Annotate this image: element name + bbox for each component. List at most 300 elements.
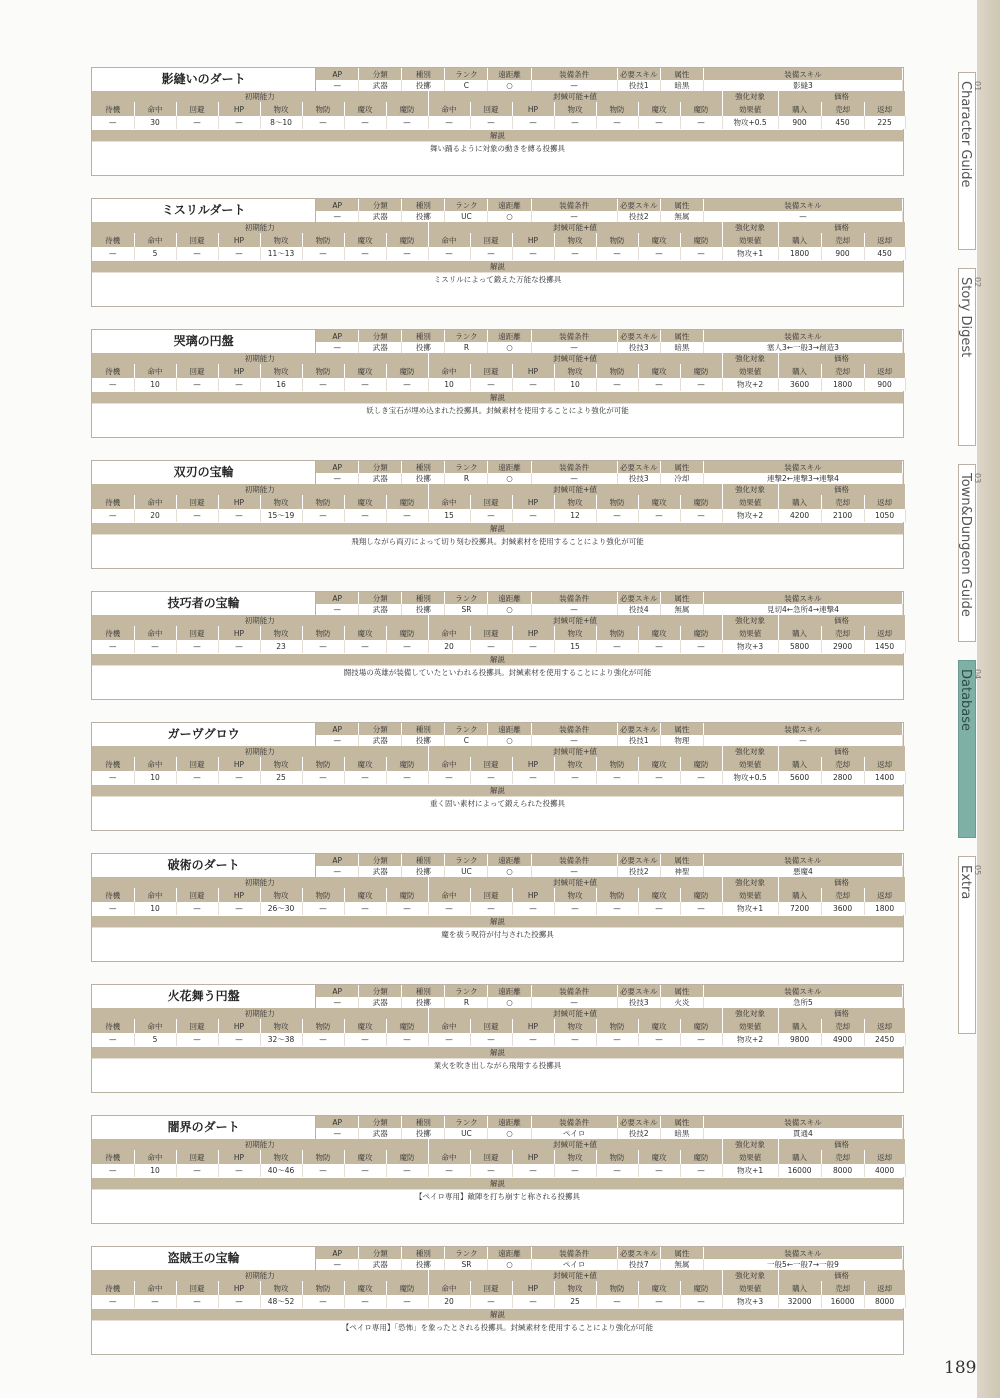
stat-value: — [512, 640, 554, 653]
buy-value: 4200 [778, 509, 821, 522]
stat-header: 物防 [302, 1281, 344, 1295]
category-value: 武器 [359, 1259, 402, 1270]
stat-value: — [176, 640, 218, 653]
item-entry [91, 1246, 904, 1355]
category-value: 武器 [359, 1128, 402, 1139]
stat-header: 回避 [470, 233, 512, 247]
chapter-tab-number: 04 [973, 669, 982, 680]
stat-header: 物攻 [260, 1281, 302, 1295]
type-header: 種別 [402, 985, 445, 997]
stat-value: 10 [134, 902, 176, 915]
item-entry [91, 67, 904, 176]
stat-value: 10 [134, 771, 176, 784]
item-entry [91, 722, 904, 831]
req-skill-header: 必要スキル [617, 1116, 660, 1128]
stat-value: — [512, 1164, 554, 1177]
stat-value: — [302, 247, 344, 260]
stat-value: — [512, 1033, 554, 1046]
stat-value: — [218, 116, 260, 129]
req-skill-header: 必要スキル [617, 199, 660, 211]
stat-header: HP [512, 102, 554, 116]
stat-value: — [596, 116, 638, 129]
return-value: 1450 [864, 640, 905, 653]
stat-header: HP [218, 495, 260, 509]
equip-skill-header: 装備スキル [703, 723, 902, 735]
stat-header: 物攻 [554, 1281, 596, 1295]
item-name: ガーヴグロウ [92, 723, 316, 746]
item-description: 【ペイロ専用】敵陣を打ち崩すと称される投擲具 [92, 1189, 903, 1203]
stat-value: — [344, 509, 386, 522]
req-skill-value: 投技3 [617, 473, 660, 484]
sell-header: 売却 [821, 495, 864, 509]
stat-header: 物防 [596, 233, 638, 247]
stats-table [92, 746, 906, 784]
stat-header: 待機 [92, 1281, 134, 1295]
stat-value: — [596, 771, 638, 784]
initial-header: 初期能力 [92, 615, 428, 626]
attribute-value: 神聖 [660, 866, 703, 877]
item-entry [91, 1115, 904, 1224]
stat-header: 魔防 [386, 888, 428, 902]
stat-value: — [176, 1164, 218, 1177]
stat-header: 命中 [134, 495, 176, 509]
category-value: 武器 [359, 997, 402, 1008]
stat-value: — [176, 378, 218, 391]
sell-value: 3600 [821, 902, 864, 915]
attribute-header: 属性 [660, 330, 703, 342]
stat-value: — [92, 116, 134, 129]
chapter-tab-03[interactable] [958, 464, 982, 642]
stat-header: 待機 [92, 1150, 134, 1164]
equip-cond-header: 装備条件 [531, 985, 617, 997]
stats-table [92, 1008, 906, 1046]
stat-header: 物防 [596, 1150, 638, 1164]
req-skill-value: 投技2 [617, 211, 660, 222]
stat-value: 26～30 [260, 902, 302, 915]
equip-cond-header: 装備条件 [531, 592, 617, 604]
initial-header: 初期能力 [92, 1008, 428, 1019]
rank-header: ランク [445, 1247, 488, 1259]
item-name: 哭璃の円盤 [92, 330, 316, 353]
equip-skill-value: 一般5←一般7→一般9 [703, 1259, 902, 1270]
stat-header: 物攻 [554, 233, 596, 247]
attribute-header: 属性 [660, 592, 703, 604]
req-skill-value: 投技1 [617, 735, 660, 746]
attribute-value: 無属 [660, 211, 703, 222]
stat-value: — [92, 1164, 134, 1177]
stat-value: — [680, 116, 722, 129]
rank-value: UC [445, 1128, 488, 1139]
stat-header: 魔防 [680, 233, 722, 247]
chapter-tab-04[interactable] [958, 660, 982, 838]
category-header: 分類 [359, 723, 402, 735]
stat-header: 命中 [428, 888, 470, 902]
stat-value: — [596, 902, 638, 915]
rank-header: ランク [445, 330, 488, 342]
stat-header: 魔防 [680, 626, 722, 640]
stat-value: 10 [554, 378, 596, 391]
effect-value: 物攻+0.5 [722, 116, 778, 129]
stat-value: — [176, 247, 218, 260]
stat-value: — [638, 1033, 680, 1046]
rank-value: UC [445, 866, 488, 877]
stat-header: 魔防 [386, 1150, 428, 1164]
stat-header: 物攻 [554, 888, 596, 902]
stat-header: 回避 [470, 757, 512, 771]
stat-header: 魔攻 [344, 757, 386, 771]
stat-header: 物防 [302, 888, 344, 902]
description-header: 解説 [92, 261, 903, 272]
stats-table [92, 1139, 906, 1177]
equip-cond-header: 装備条件 [531, 330, 617, 342]
effect-value: 物攻+2 [722, 378, 778, 391]
category-value: 武器 [359, 211, 402, 222]
stat-header: 物攻 [260, 757, 302, 771]
item-description: 舞い踊るように対象の動きを縛る投擲具 [92, 141, 903, 155]
stat-value: — [302, 640, 344, 653]
stat-value: — [638, 902, 680, 915]
enhance-header: 強化対象 [722, 615, 778, 626]
stat-value: — [134, 1295, 176, 1308]
stat-header: 物防 [302, 495, 344, 509]
sell-header: 売却 [821, 1019, 864, 1033]
stat-header: 魔攻 [344, 1281, 386, 1295]
return-header: 返却 [864, 364, 905, 378]
chapter-tab-05[interactable] [958, 856, 982, 1034]
attribute-header: 属性 [660, 1116, 703, 1128]
chapter-tab-title: Character Guide [958, 81, 973, 188]
equip-cond-header: 装備条件 [531, 723, 617, 735]
rank-header: ランク [445, 68, 488, 80]
ap-value: — [316, 80, 359, 91]
price-header: 価格 [778, 1139, 905, 1150]
sell-header: 売却 [821, 1150, 864, 1164]
description-header: 解説 [92, 1178, 903, 1189]
stat-header: 物攻 [554, 626, 596, 640]
stat-header: 魔防 [680, 757, 722, 771]
stat-value: — [386, 378, 428, 391]
stat-header: 魔攻 [638, 364, 680, 378]
stat-value: — [638, 247, 680, 260]
rank-header: ランク [445, 461, 488, 473]
chapter-tab-label [958, 669, 982, 731]
stat-header: 待機 [92, 233, 134, 247]
sell-header: 売却 [821, 364, 864, 378]
stat-header: 回避 [176, 1150, 218, 1164]
enhance-header: 強化対象 [722, 746, 778, 757]
stat-value: 15～19 [260, 509, 302, 522]
attribute-value: 暗黒 [660, 80, 703, 91]
seal-header: 封緘可能+値 [428, 877, 722, 888]
stat-header: HP [218, 102, 260, 116]
type-value: 投擲 [402, 473, 445, 484]
effect-header: 効果値 [722, 1150, 778, 1164]
stat-header: HP [512, 495, 554, 509]
return-value: 900 [864, 378, 905, 391]
item-table [92, 199, 903, 222]
stat-value: — [302, 1295, 344, 1308]
return-value: 225 [864, 116, 905, 129]
stats-table [92, 484, 906, 522]
return-value: 450 [864, 247, 905, 260]
buy-header: 購入 [778, 1019, 821, 1033]
stat-header: 魔防 [680, 888, 722, 902]
item-name: ミスリルダート [92, 199, 316, 222]
item-description: 業火を吹き出しながら飛翔する投擲具 [92, 1058, 903, 1072]
seal-header: 封緘可能+値 [428, 91, 722, 102]
description-header: 解説 [92, 916, 903, 927]
stat-header: 物攻 [260, 888, 302, 902]
rank-value: SR [445, 604, 488, 615]
description-header: 解説 [92, 1309, 903, 1320]
ap-header: AP [316, 1116, 359, 1128]
stat-value: 20 [428, 640, 470, 653]
stat-header: 魔防 [680, 1019, 722, 1033]
effect-value: 物攻+0.5 [722, 771, 778, 784]
stat-value: — [176, 902, 218, 915]
stat-value: — [218, 1164, 260, 1177]
stat-value: — [638, 640, 680, 653]
stat-value: — [512, 771, 554, 784]
seal-header: 封緘可能+値 [428, 484, 722, 495]
equip-skill-header: 装備スキル [703, 1247, 902, 1259]
effect-value: 物攻+3 [722, 640, 778, 653]
stat-header: 回避 [176, 1281, 218, 1295]
item-table [92, 461, 903, 484]
ranged-header: 遠距離 [488, 592, 531, 604]
return-header: 返却 [864, 757, 905, 771]
stat-value: 30 [134, 116, 176, 129]
rank-value: R [445, 997, 488, 1008]
stat-value: — [92, 509, 134, 522]
equip-skill-value: 塞人3←一般3→創造3 [703, 342, 902, 353]
type-value: 投擲 [402, 735, 445, 746]
stat-header: 物防 [302, 233, 344, 247]
effect-header: 効果値 [722, 626, 778, 640]
stat-value: — [680, 378, 722, 391]
chapter-tab-01[interactable] [958, 72, 982, 250]
category-header: 分類 [359, 461, 402, 473]
stat-value: — [512, 116, 554, 129]
stat-value: — [218, 771, 260, 784]
effect-header: 効果値 [722, 888, 778, 902]
stat-value: — [176, 509, 218, 522]
sell-value: 8000 [821, 1164, 864, 1177]
ranged-header: 遠距離 [488, 330, 531, 342]
equip-skill-header: 装備スキル [703, 1116, 902, 1128]
type-value: 投擲 [402, 866, 445, 877]
sell-header: 売却 [821, 626, 864, 640]
equip-cond-header: 装備条件 [531, 854, 617, 866]
rank-value: UC [445, 211, 488, 222]
stat-header: 魔攻 [344, 364, 386, 378]
effect-header: 効果値 [722, 102, 778, 116]
stat-value: — [680, 1164, 722, 1177]
ap-value: — [316, 997, 359, 1008]
return-value: 4000 [864, 1164, 905, 1177]
stat-value: — [218, 509, 260, 522]
equip-cond-value: ペイロ [531, 1128, 617, 1139]
attribute-header: 属性 [660, 199, 703, 211]
category-header: 分類 [359, 854, 402, 866]
equip-cond-value: ペイロ [531, 1259, 617, 1270]
rank-value: R [445, 473, 488, 484]
sell-value: 2100 [821, 509, 864, 522]
req-skill-header: 必要スキル [617, 592, 660, 604]
stat-header: 回避 [176, 233, 218, 247]
effect-value: 物攻+2 [722, 1033, 778, 1046]
stat-value: — [512, 1295, 554, 1308]
chapter-tab-label [958, 277, 982, 357]
chapter-tab-label [958, 81, 982, 188]
stat-header: 物防 [596, 888, 638, 902]
stat-value: — [638, 1164, 680, 1177]
return-header: 返却 [864, 1019, 905, 1033]
category-value: 武器 [359, 866, 402, 877]
sell-value: 900 [821, 247, 864, 260]
stat-value: — [428, 116, 470, 129]
equip-cond-header: 装備条件 [531, 1116, 617, 1128]
category-value: 武器 [359, 604, 402, 615]
ranged-header: 遠距離 [488, 461, 531, 473]
type-header: 種別 [402, 723, 445, 735]
enhance-header: 強化対象 [722, 353, 778, 364]
stat-header: 魔攻 [344, 102, 386, 116]
enhance-header: 強化対象 [722, 1008, 778, 1019]
ranged-header: 遠距離 [488, 1116, 531, 1128]
rank-header: ランク [445, 592, 488, 604]
stat-header: 命中 [134, 364, 176, 378]
stat-header: 命中 [428, 1150, 470, 1164]
price-header: 価格 [778, 353, 905, 364]
attribute-value: 物理 [660, 735, 703, 746]
stat-value: — [554, 1164, 596, 1177]
stat-value: 32～38 [260, 1033, 302, 1046]
ap-value: — [316, 1128, 359, 1139]
stat-header: 魔防 [680, 1281, 722, 1295]
stat-value: — [218, 247, 260, 260]
stat-value: — [302, 378, 344, 391]
stat-value: — [512, 247, 554, 260]
price-header: 価格 [778, 615, 905, 626]
ap-value: — [316, 604, 359, 615]
effect-header: 効果値 [722, 495, 778, 509]
req-skill-value: 投技2 [617, 1128, 660, 1139]
stat-value: 25 [554, 1295, 596, 1308]
stats-table [92, 222, 906, 260]
effect-value: 物攻+2 [722, 509, 778, 522]
sell-value: 16000 [821, 1295, 864, 1308]
stat-value: — [554, 247, 596, 260]
chapter-tab-number: 01 [973, 81, 982, 92]
equip-skill-value: 急所5 [703, 997, 902, 1008]
item-description: 闘技場の英雄が装備していたといわれる投擲具。封緘素材を使用することにより強化が可能 [92, 665, 903, 679]
sell-header: 売却 [821, 1281, 864, 1295]
stat-value: — [470, 1033, 512, 1046]
seal-header: 封緘可能+値 [428, 1270, 722, 1281]
stat-header: 魔防 [680, 102, 722, 116]
initial-header: 初期能力 [92, 746, 428, 757]
equip-cond-value: — [531, 80, 617, 91]
price-header: 価格 [778, 1270, 905, 1281]
equip-cond-value: — [531, 997, 617, 1008]
stat-header: 物防 [596, 1281, 638, 1295]
chapter-tab-title: Database [958, 669, 973, 732]
stat-value: — [680, 1033, 722, 1046]
price-header: 価格 [778, 877, 905, 888]
item-name: 盗賊王の宝輪 [92, 1247, 316, 1270]
item-description: 【ペイロ専用】「恐怖」を象ったとされる投擲具。封緘素材を使用することにより強化が可能 [92, 1320, 903, 1334]
item-name: 双刃の宝輪 [92, 461, 316, 484]
stat-value: 5 [134, 1033, 176, 1046]
rank-value: C [445, 80, 488, 91]
stat-value: — [470, 1295, 512, 1308]
type-value: 投擲 [402, 604, 445, 615]
equip-cond-value: — [531, 604, 617, 615]
item-name: 影縫いのダート [92, 68, 316, 91]
stat-value: — [512, 509, 554, 522]
equip-cond-value: — [531, 473, 617, 484]
stat-value: — [302, 771, 344, 784]
seal-header: 封緘可能+値 [428, 615, 722, 626]
stat-header: 魔攻 [344, 1019, 386, 1033]
price-header: 価格 [778, 484, 905, 495]
effect-header: 効果値 [722, 1281, 778, 1295]
item-name: 火花舞う円盤 [92, 985, 316, 1008]
effect-header: 効果値 [722, 233, 778, 247]
stat-value: — [680, 1295, 722, 1308]
stat-value: — [470, 640, 512, 653]
type-value: 投擲 [402, 211, 445, 222]
stat-header: 待機 [92, 757, 134, 771]
stat-header: 命中 [428, 1019, 470, 1033]
stat-value: 12 [554, 509, 596, 522]
item-description: 重く固い素材によって鍛えられた投擲具 [92, 796, 903, 810]
chapter-tab-02[interactable] [958, 268, 982, 446]
ap-header: AP [316, 330, 359, 342]
item-description: 妖しき宝石が埋め込まれた投擲具。封緘素材を使用することにより強化が可能 [92, 403, 903, 417]
ranged-value: ○ [488, 604, 531, 615]
category-header: 分類 [359, 1116, 402, 1128]
stat-value: — [554, 116, 596, 129]
item-entry [91, 853, 904, 962]
req-skill-header: 必要スキル [617, 330, 660, 342]
ranged-header: 遠距離 [488, 1247, 531, 1259]
category-value: 武器 [359, 342, 402, 353]
stat-value: — [92, 1033, 134, 1046]
sell-value: 450 [821, 116, 864, 129]
stat-header: 魔攻 [638, 1150, 680, 1164]
ranged-value: ○ [488, 997, 531, 1008]
equip-skill-value: 見切4←急所4→連撃4 [703, 604, 902, 615]
stat-header: HP [512, 626, 554, 640]
stat-value: — [680, 640, 722, 653]
stat-header: 回避 [176, 364, 218, 378]
return-value: 1400 [864, 771, 905, 784]
category-value: 武器 [359, 735, 402, 746]
price-header: 価格 [778, 746, 905, 757]
req-skill-value: 投技1 [617, 80, 660, 91]
stat-header: 物攻 [260, 495, 302, 509]
stat-header: 命中 [134, 888, 176, 902]
stat-value: — [680, 902, 722, 915]
stat-header: HP [512, 1281, 554, 1295]
stat-header: 魔攻 [638, 888, 680, 902]
ranged-header: 遠距離 [488, 199, 531, 211]
seal-header: 封緘可能+値 [428, 353, 722, 364]
description-header: 解説 [92, 523, 903, 534]
ap-value: — [316, 473, 359, 484]
